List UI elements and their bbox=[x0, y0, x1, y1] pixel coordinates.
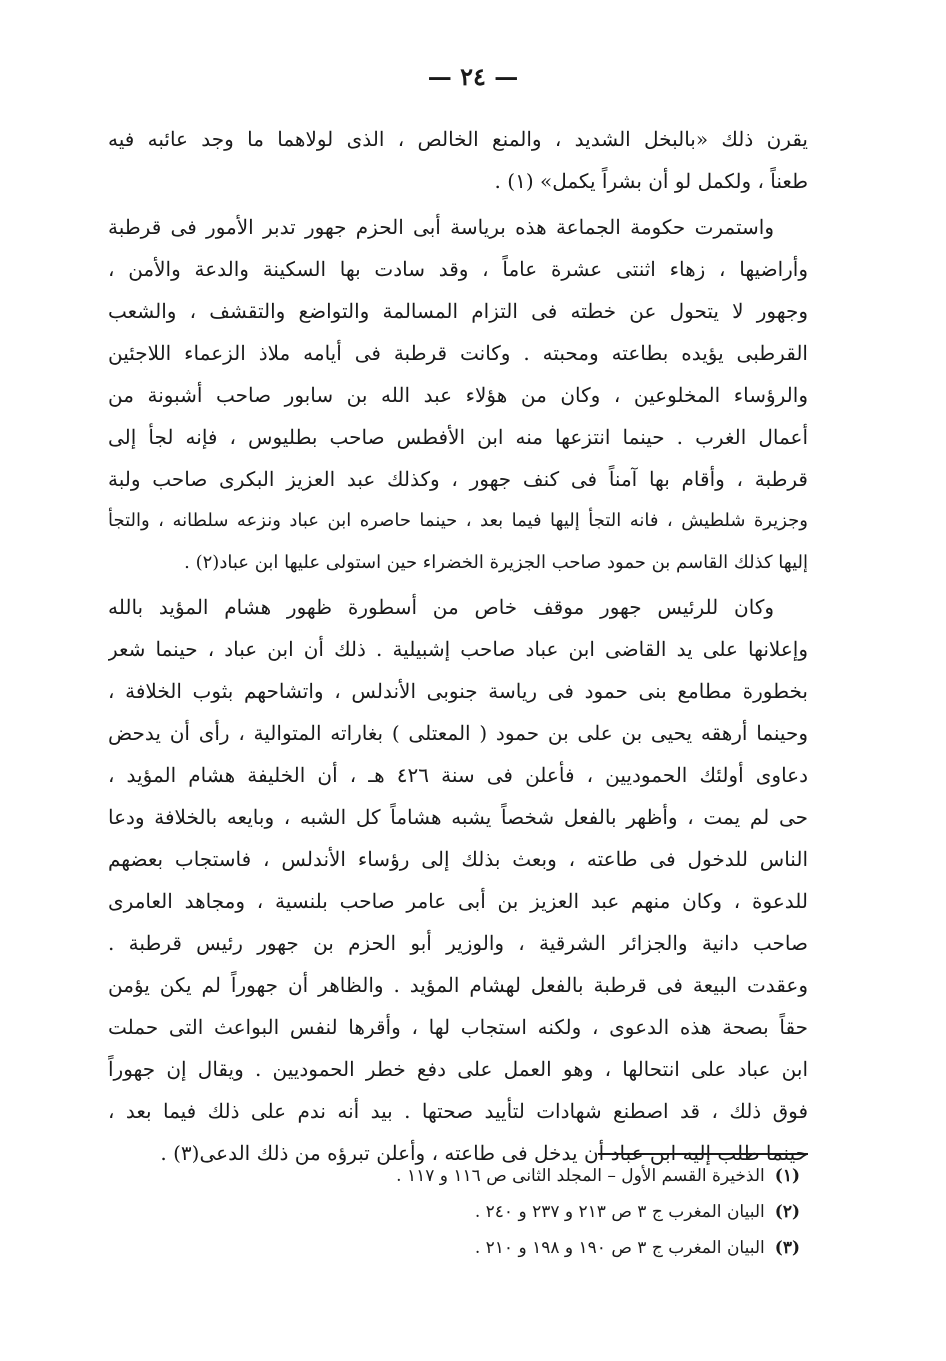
text-line: فوق ذلك ، قد اصطنع شهادات لتأييد صحتها . بيد أنه ندم على ذلك فيما بعد ، bbox=[108, 1099, 808, 1123]
text-line: ابن عباد على انتحالها ، وهو العمل على دفع خطر الحموديين . ويقال إن جهوراً bbox=[108, 1057, 808, 1081]
footnote-text: البيان المغرب ج ٣ ص ٢١٣ و ٢٣٧ و ٢٤٠ . bbox=[474, 1202, 765, 1222]
paragraph bbox=[108, 586, 808, 1174]
paragraph bbox=[108, 118, 808, 202]
footnote-number: (١) bbox=[774, 1166, 800, 1186]
text-line: صاحب دانية والجزائر الشرقية ، والوزير أبو الحزم بن جهور رئيس قرطبة . bbox=[108, 931, 808, 955]
text-line: وإعلانها على يد القاضى ابن عباد صاحب إشبيلية . ذلك أن ابن عباد ، حينما شعر bbox=[108, 637, 808, 661]
text-line: والرؤساء المخلوعين ، وكان من هؤلاء عبد الله بن سابور صاحب أشبونة من bbox=[108, 383, 808, 407]
page-number: — ٢٤ — bbox=[427, 62, 519, 91]
text-line: أعمال الغرب . حينما انتزعها منه ابن الأفطس صاحب بطليوس ، فإنه لجأ إلى bbox=[108, 425, 808, 449]
body-text bbox=[108, 118, 808, 1174]
footnote-text: الذخيرة القسم الأول – المجلد الثانى ص ١١٦ و ١١٧ . bbox=[396, 1166, 765, 1186]
footnote-number: (٢) bbox=[774, 1202, 800, 1222]
text-line: قرطبة ، وأقام بها آمناً فى كنف جهور ، وكذلك عبد العزيز البكرى صاحب ولبة bbox=[108, 467, 808, 491]
text-line: الناس للدخول فى طاعته ، وبعث بذلك إلى رؤساء الأندلس ، فاستجاب بعضهم bbox=[108, 847, 808, 871]
text-line: وجهور لا يتحول عن خطته فى التزام المسالمة والتواضع والتقشف ، والشعب bbox=[108, 299, 808, 323]
text-line: وعقدت البيعة فى قرطبة بالفعل لهشام المؤيد . والظاهر أن جهوراً لم يكن يؤمن bbox=[108, 973, 808, 997]
text-line: حينما طلب إليه ابن عباد أن يدخل فى طاعته ، وأعلن تبرؤه من ذلك الدعى(٣) . bbox=[160, 1141, 808, 1165]
text-line: دعاوى أولئك الحموديين ، فأعلن فى سنة ٤٢٦ هـ ، أن الخليفة هشام المؤيد ، bbox=[108, 763, 808, 787]
paragraph bbox=[108, 206, 808, 584]
footnote bbox=[300, 1230, 800, 1266]
footnote-number: (٣) bbox=[774, 1238, 800, 1258]
footnote-divider bbox=[598, 1153, 808, 1155]
text-line: القرطبى يؤيده بطاعته ومحبته . وكانت قرطبة فى أيامه ملاذ الزعماء اللاجئين bbox=[108, 341, 808, 365]
footnote bbox=[300, 1194, 800, 1230]
footnotes bbox=[300, 1158, 800, 1266]
text-line: وكان للرئيس جهور موقف خاص من أسطورة ظهور هشام المؤيد بالله bbox=[108, 595, 774, 619]
text-line: وجزيرة شلطيش ، فانه التجأ إليها فيما بعد ، حينما حاصره ابن عباد ونزعه سلطانه ، والتجأ bbox=[108, 510, 808, 531]
text-line: واستمرت حكومة الجماعة هذه برياسة أبى الحزم جهور تدبر الأمور فى قرطبة bbox=[108, 215, 774, 239]
text-line: وحينما أرهقه يحيى بن على بن حمود ( المعتلى ) بغاراته المتوالية ، رأى أن يدحض bbox=[108, 721, 808, 745]
text-line: حى لم يمت ، وأظهر بالفعل شخصاً يشبه هشاماً كل الشبه ، وبايعه بالخلافة ودعا bbox=[108, 805, 808, 829]
text-line: بخطورة مطامع بنى حمود فى رياسة جنوبى الأندلس ، واتشاحهم بثوب الخلافة ، bbox=[108, 679, 808, 703]
text-line: إليها كذلك القاسم بن حمود صاحب الجزيرة الخضراء حين استولى عليها ابن عباد(٢) . bbox=[184, 552, 808, 573]
text-line: طعناً ، ولكمل لو أن بشراً يكمل» (١) . bbox=[494, 169, 808, 193]
footnote bbox=[300, 1158, 800, 1194]
text-line: يقرن ذلك «بالبخل الشديد ، والمنع الخالص ، الذى لولاهما ما وجد عائبه فيه bbox=[108, 127, 808, 151]
text-line: وأراضيها ، زهاء اثنتى عشرة عاماً ، وقد سادت بها السكينة والدعة والأمن ، bbox=[108, 257, 808, 281]
text-line: للدعوة ، وكان منهم عبد العزيز بن أبى عامر صاحب بلنسية ، ومجاهد العامرى bbox=[108, 889, 808, 913]
text-line: حقاً بصحة هذه الدعوى ، ولكنه استجاب لها ، وأقرها لنفس البواعث التى حملت bbox=[108, 1015, 808, 1039]
footnote-text: البيان المغرب ج ٣ ص ١٩٠ و ١٩٨ و ٢١٠ . bbox=[474, 1238, 765, 1258]
